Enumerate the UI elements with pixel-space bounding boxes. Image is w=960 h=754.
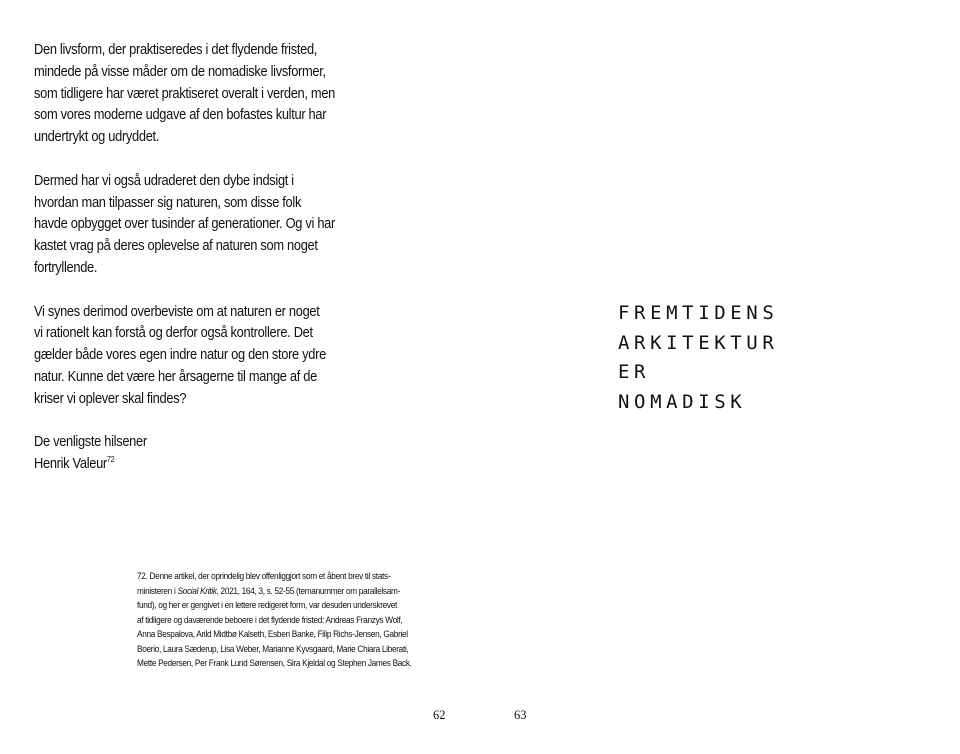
text-line: Vi synes derimod overbeviste om at naturen er noget <box>34 303 320 320</box>
text-line: som vores moderne udgave af den bofastes kultur har <box>34 107 327 124</box>
signature-line <box>34 454 331 476</box>
footnote-line <box>137 584 419 599</box>
footnote-line: Boerio, Laura Sæderup, Lisa Weber, Marianne Kyvsgaard, Marie Chiara Liberati, <box>137 642 409 654</box>
letter-body <box>34 40 336 476</box>
footnote-text: ministeren i <box>137 584 178 596</box>
footnote-line: Mette Pedersen, Per Frank Lund Sørensen, Sira Kjeldal og Stephen James Back. <box>137 657 412 668</box>
text-line: som tidligere har været praktiseret overalt i verden, men <box>34 85 336 102</box>
greeting: De venligste hilsener <box>34 434 147 451</box>
author-name: Henrik Valeur <box>34 456 107 473</box>
text-line: Dermed har vi også udraderet den dybe indsigt i <box>34 172 294 189</box>
text-line: mindede på visse måder om de nomadiske livsformer, <box>34 63 326 80</box>
footnote-line: Anna Bespalova, Arild Midtbø Kalseth, Esben Banke, Filip Richs-Jensen, Gabriel <box>137 628 408 639</box>
text-line: fortryllende. <box>34 259 98 276</box>
text-line: hvordan man tilpasser sig naturen, som disse folk <box>34 194 302 211</box>
footnote-text: , 2021, 164, 3, s. 52-55 (temanummer om parallelsam- <box>216 584 401 596</box>
page-number-right: 63 <box>514 708 527 722</box>
paragraph-2 <box>34 171 335 280</box>
title-line: FREMTIDENS <box>618 302 779 324</box>
text-line: kriser vi oplever skal findes? <box>34 390 187 407</box>
text-line: gælder både vores egen indre natur og den store ydre <box>34 347 326 364</box>
text-line: havde opbygget over tusinder af generationer. Og vi har <box>34 216 335 233</box>
text-line: vi rationelt kan forstå og derfor også kontrollere. Det <box>34 325 313 342</box>
text-line: natur. Kunne det være her årsagerne til mange af de <box>34 368 317 385</box>
paragraph-1 <box>34 40 336 149</box>
chapter-title <box>618 299 778 417</box>
page-number-left: 62 <box>433 708 446 722</box>
footnote-line: af tidligere og daværende beboere i det flydende fristed: Andreas Franzys Wolf, <box>137 613 403 625</box>
journal-title: Social Kritik <box>177 584 217 596</box>
title-line: ARKITEKTUR <box>618 331 779 354</box>
paragraph-3 <box>34 302 331 411</box>
text-line: kastet vrag på deres oplevelse af naturen som noget <box>34 238 318 255</box>
footnote <box>137 569 419 671</box>
letter-signoff <box>34 432 331 476</box>
footnote-reference: 72 <box>106 455 115 465</box>
footnote-line: 72. Denne artikel, der oprindelig blev offenliggjort som et åbent brev til stats- <box>137 570 391 581</box>
text-line: Den livsform, der praktiseredes i det flydende fristed, <box>34 42 318 58</box>
footnote-line: fund), og her er gengivet i en lettere redigeret form, var desuden underskrevet <box>137 599 397 610</box>
right-page <box>480 0 960 754</box>
text-line: undertrykt og udryddet. <box>34 129 160 146</box>
title-line: NOMADISK <box>618 390 747 413</box>
title-line: ER <box>618 361 651 383</box>
